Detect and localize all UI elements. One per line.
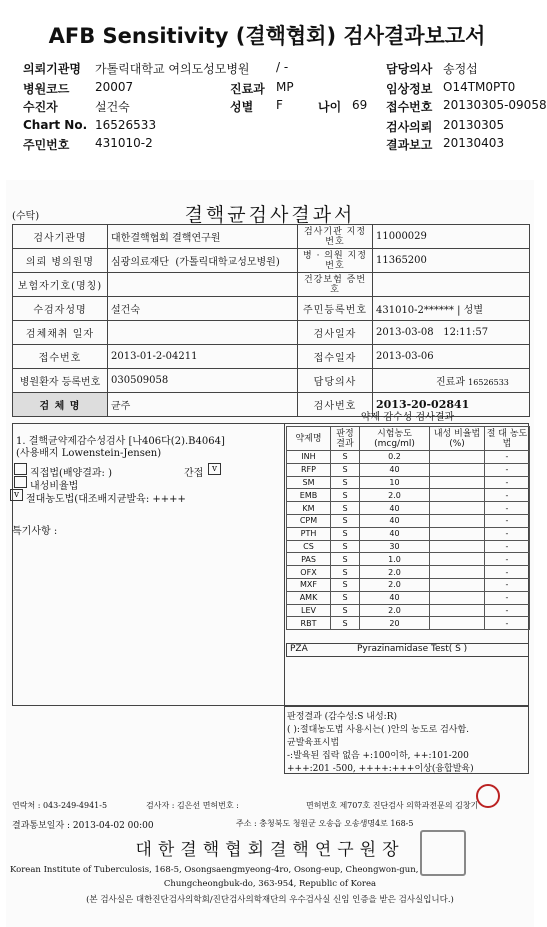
cell-label: 담당의사	[298, 369, 373, 393]
sensitivity-table	[286, 426, 530, 630]
cell-label: 검 체 명	[13, 393, 108, 417]
table-row	[287, 617, 530, 630]
legend-line: -:발육된 집락 없음 +:100이하, ++:101-200	[287, 751, 469, 761]
stamp-label: (수탁)	[12, 211, 40, 222]
en-address-1: Korean Institute of Tuberculosis, 168-5, Osongsaengmyeong-4ro, Osong-eup, Cheongwon-gun,	[10, 865, 419, 875]
table-cell: -	[485, 451, 530, 464]
official-seal	[420, 830, 466, 876]
cell-label: 검사기관 지정번호	[298, 225, 373, 249]
patient-info-table	[12, 224, 530, 417]
table-cell: OFX	[287, 566, 331, 579]
table-row	[287, 463, 530, 476]
table-row	[287, 540, 530, 553]
doc-title: 결핵균검사결과서	[184, 204, 356, 226]
pza-label: PZA	[290, 644, 308, 654]
cell-label: 수검자성명	[13, 297, 108, 321]
table-cell: S	[331, 502, 360, 515]
cell-value: 설건숙	[108, 297, 298, 321]
table-row	[287, 489, 530, 502]
rrn-value: 431010-2	[95, 136, 153, 150]
col-header: 절 대 농도법	[485, 427, 530, 451]
col-header: 시험농도 (mcg/ml)	[360, 427, 430, 451]
request-value: 20130305	[443, 118, 505, 132]
cell-label: 접수일자	[298, 345, 373, 369]
rrn-label: 주민번호	[23, 138, 70, 152]
cell-label: 주민등록번호	[298, 297, 373, 321]
table-cell: S	[331, 617, 360, 630]
sensitivity-rows	[287, 451, 530, 630]
patient-value: 설건숙	[95, 100, 130, 114]
dept-value: 16526533	[468, 378, 509, 387]
table-cell: -	[485, 502, 530, 515]
table-cell: 40	[360, 463, 430, 476]
sens-title: 약제 감수성 검사결과	[360, 412, 455, 423]
table-cell: -	[485, 566, 530, 579]
table-cell: EMB	[287, 489, 331, 502]
indirect-label: 간접	[184, 468, 204, 479]
clinical-label: 임상정보	[386, 82, 433, 96]
divider	[284, 423, 285, 706]
table-cell	[430, 476, 485, 489]
cell-value: 2013-03-06	[373, 345, 530, 369]
examiner: 검사자 : 김은선 면허번호 :	[146, 801, 239, 810]
table-cell: 2.0	[360, 604, 430, 617]
table-cell: -	[485, 617, 530, 630]
pza-value: Pyrazinamidase Test( S )	[357, 644, 468, 654]
table-row	[287, 578, 530, 591]
doctor-label: 담당의사	[386, 62, 433, 76]
indirect-checkbox[interactable]: v	[208, 463, 221, 475]
table-cell: -	[485, 578, 530, 591]
table-cell: -	[485, 604, 530, 617]
table-row	[287, 502, 530, 515]
address: 주소 : 충청북도 청원군 오송읍 오송생명4로 168-5	[236, 819, 414, 828]
dept-label: 진료과	[436, 377, 465, 388]
license: 면허번호 제707호 진단검사 의학과전문의 김창기	[306, 801, 479, 810]
table-cell: S	[331, 514, 360, 527]
clinical-value: O14TM0PT0	[443, 80, 516, 94]
table-cell: S	[331, 463, 360, 476]
cell-label: 검사번호	[298, 393, 373, 417]
table-cell: S	[331, 553, 360, 566]
remark-label: 특기사항 :	[12, 526, 58, 537]
cell-value: 2013-20-02841	[373, 393, 530, 417]
table-cell: -	[485, 540, 530, 553]
receipt-no-label: 접수번호	[386, 100, 433, 114]
cell-label: 접수번호	[13, 345, 108, 369]
table-row	[287, 591, 530, 604]
table-cell: CS	[287, 540, 331, 553]
table-cell: MXF	[287, 578, 331, 591]
cell-label: 보험자기호(명칭)	[13, 273, 108, 297]
result-report-label: 결과보고	[386, 138, 433, 152]
table-cell: -	[485, 591, 530, 604]
table-cell: S	[331, 591, 360, 604]
table-row	[13, 249, 530, 273]
cell-label: 의뢰 병의원명	[13, 249, 108, 273]
test-date: 2013-03-08	[376, 327, 434, 338]
table-cell	[430, 591, 485, 604]
table-cell: -	[485, 476, 530, 489]
cell-label: 검체채취 일자	[13, 321, 108, 345]
age-label: 나이	[318, 100, 342, 114]
result-report-value: 20130403	[443, 136, 505, 150]
table-cell	[430, 617, 485, 630]
table-row	[287, 553, 530, 566]
en-address-2: Chungcheongbuk-do, 363-954, Republic of Korea	[163, 879, 377, 889]
table-cell: S	[331, 566, 360, 579]
col-header: 약제명	[287, 427, 331, 451]
ratio-method-label: 내성비율법	[30, 481, 79, 492]
table-cell: -	[485, 527, 530, 540]
table-cell	[430, 514, 485, 527]
table-row	[13, 297, 530, 321]
table-cell	[430, 463, 485, 476]
table-cell: 1.0	[360, 553, 430, 566]
table-cell: S	[331, 451, 360, 464]
inst-value: 가톨릭대학교 여의도성모병원	[95, 62, 250, 76]
table-cell: S	[331, 578, 360, 591]
cell-value	[373, 369, 530, 393]
phone: 연락처 : 043-249-4941-5	[12, 801, 108, 810]
req-value: 심광의료재단	[111, 257, 169, 268]
absolute-method-label: 절대농도법(대조배지균발육: ++++	[26, 494, 186, 505]
table-cell: S	[331, 489, 360, 502]
dept-value: MP	[276, 80, 294, 94]
method-line2: (사용배지 Lowenstein-Jensen)	[16, 448, 162, 459]
table-cell: 40	[360, 591, 430, 604]
table-cell	[430, 451, 485, 464]
legend-line: +++:201 -500, ++++:+++이상(융합발육)	[287, 764, 474, 774]
table-row	[287, 527, 530, 540]
cell-value: 대한결핵협회 결핵연구원	[108, 225, 298, 249]
absolute-method-checkbox[interactable]: v	[10, 489, 23, 501]
cell-value	[373, 273, 530, 297]
table-row	[287, 476, 530, 489]
age-value: 69	[352, 98, 368, 112]
table-cell: S	[331, 604, 360, 617]
table-row	[13, 345, 530, 369]
cell-value	[108, 249, 298, 273]
direct-method-label: 직접법(배양결과: )	[30, 468, 112, 479]
cell-label: 검사기관명	[13, 225, 108, 249]
table-cell	[430, 578, 485, 591]
table-cell: -	[485, 489, 530, 502]
table-cell: -	[485, 463, 530, 476]
table-cell: KM	[287, 502, 331, 515]
table-cell	[430, 540, 485, 553]
cell-value: 030509058	[108, 369, 298, 393]
table-cell	[430, 604, 485, 617]
table-cell: 40	[360, 514, 430, 527]
table-cell: 40	[360, 527, 430, 540]
table-cell: 2.0	[360, 566, 430, 579]
dept-label: 진료과	[230, 82, 265, 96]
table-cell: LEV	[287, 604, 331, 617]
table-cell: RFP	[287, 463, 331, 476]
table-cell	[430, 566, 485, 579]
table-cell: PAS	[287, 553, 331, 566]
table-cell: CPM	[287, 514, 331, 527]
ratio-method-checkbox[interactable]	[14, 476, 27, 488]
table-header-row	[287, 427, 530, 451]
cert-note: (본 검사실은 대한진단검사의학회/진단검사의학재단의 우수검사실 신임 인증을 받은 검사실입니다.)	[86, 895, 454, 905]
table-cell: PTH	[287, 527, 331, 540]
report-date: 결과통보일자 : 2013-04-02 00:00	[12, 821, 154, 831]
report-title: AFB Sensitivity (결핵협회) 검사결과보고서	[48, 24, 486, 48]
table-cell: -	[485, 514, 530, 527]
sex-label: 성별	[230, 100, 254, 114]
table-cell: 30	[360, 540, 430, 553]
cell-value	[373, 321, 530, 345]
table-row	[287, 566, 530, 579]
round-seal	[476, 784, 500, 808]
legend-line: 판정결과 (감수성:S 내성:R)	[287, 712, 397, 722]
table-cell: 40	[360, 502, 430, 515]
inst-label: 의뢰기관명	[23, 62, 81, 76]
doctor-value: 송정섭	[443, 62, 478, 76]
table-cell	[430, 489, 485, 502]
cell-label: 검사일자	[298, 321, 373, 345]
table-cell: 0.2	[360, 451, 430, 464]
table-row	[13, 225, 530, 249]
hosp-code-value: 20007	[95, 80, 134, 94]
cell-value: 2013-01-2-04211	[108, 345, 298, 369]
scanned-result-document	[6, 180, 534, 927]
receipt-no-value: 20130305-09058	[443, 98, 547, 112]
req-value2: (가톨릭대학교성모병원)	[175, 257, 280, 268]
table-cell: AMK	[287, 591, 331, 604]
legend-line: 균발육표시법	[287, 738, 340, 748]
inst-extra: / -	[276, 60, 289, 74]
cell-label: 병 · 의원 지정번호	[298, 249, 373, 273]
table-cell: 2.0	[360, 578, 430, 591]
cell-value: 11365200	[373, 249, 530, 273]
rrn-value: 431010-2******	[376, 305, 454, 316]
test-time: 12:11:57	[443, 327, 489, 338]
direct-method-checkbox[interactable]	[14, 463, 27, 475]
col-header: 내성 비율법(%)	[430, 427, 485, 451]
table-cell: RBT	[287, 617, 331, 630]
table-row	[13, 273, 530, 297]
hosp-code-label: 병원코드	[23, 82, 70, 96]
table-row	[287, 451, 530, 464]
table-cell: SM	[287, 476, 331, 489]
table-row	[287, 604, 530, 617]
legend-line: ( ):절대농도법 사용시는( )안의 농도로 검사함.	[287, 725, 470, 735]
table-row	[13, 321, 530, 345]
table-cell: 20	[360, 617, 430, 630]
table-cell: S	[331, 540, 360, 553]
sex-label: 성별	[463, 305, 483, 316]
cell-value	[108, 273, 298, 297]
table-cell: INH	[287, 451, 331, 464]
method-line1: 1. 결핵균약제감수성검사 [나406다(2).B4064]	[16, 436, 225, 447]
table-cell	[430, 502, 485, 515]
table-cell: 2.0	[360, 489, 430, 502]
cell-label: 건강보험 증번호	[298, 273, 373, 297]
cell-value	[108, 321, 298, 345]
table-row	[287, 514, 530, 527]
chart-no-value: 16526533	[95, 118, 157, 132]
chart-no-label: Chart No.	[23, 118, 88, 132]
table-cell: S	[331, 527, 360, 540]
cell-label: 병원환자 등록번호	[13, 369, 108, 393]
request-label: 검사의뢰	[386, 120, 433, 134]
table-cell: S	[331, 476, 360, 489]
table-cell: 10	[360, 476, 430, 489]
cell-value: 11000029	[373, 225, 530, 249]
table-cell	[430, 553, 485, 566]
table-row	[13, 369, 530, 393]
patient-label: 수진자	[23, 100, 58, 114]
cell-value: 균주	[108, 393, 298, 417]
table-cell: -	[485, 553, 530, 566]
col-header: 판정 결과	[331, 427, 360, 451]
table-cell	[430, 527, 485, 540]
cell-value: 431010-2****** | 성별	[373, 297, 530, 321]
org-name: 대한결핵협회결핵연구원장	[135, 840, 405, 860]
sex-value: F	[276, 98, 283, 112]
pza-row	[286, 643, 529, 657]
